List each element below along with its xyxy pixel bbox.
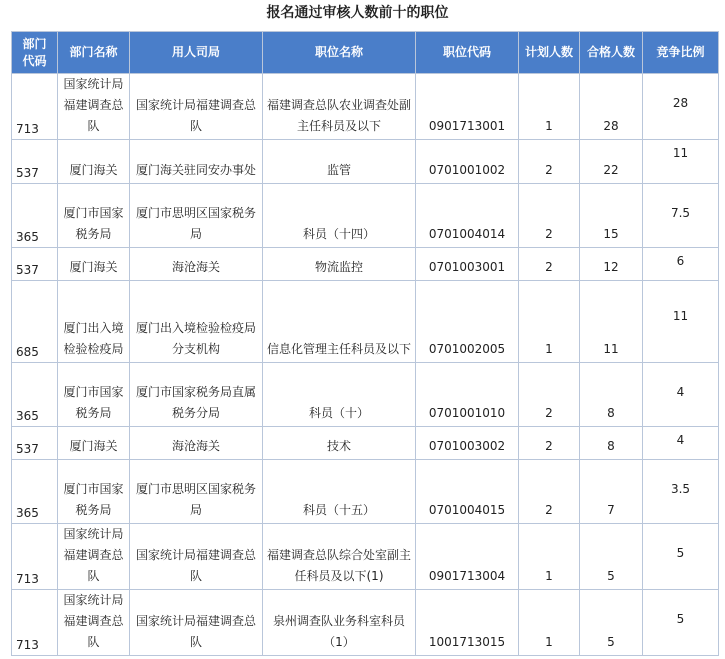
header-ratio: 竞争比例 <box>643 32 719 74</box>
position-name-cell: 科员（十五） <box>263 460 416 524</box>
qualified-cell: 28 <box>580 74 643 140</box>
bureau-cell: 厦门市思明区国家税务局 <box>130 184 263 248</box>
table-row <box>12 281 719 363</box>
bureau-cell: 厦门市思明区国家税务局 <box>130 460 263 524</box>
ratio-cell: 4 <box>643 427 719 460</box>
planned-cell: 2 <box>519 460 580 524</box>
ratio-cell: 4 <box>643 363 719 427</box>
qualified-cell: 11 <box>580 281 643 363</box>
ratio-cell: 6 <box>643 248 719 281</box>
position-code-cell: 0901713001 <box>416 74 519 140</box>
bureau-cell: 海沧海关 <box>130 248 263 281</box>
ratio-cell: 11 <box>643 140 719 184</box>
dept-code-cell: 713 <box>12 524 58 590</box>
planned-cell: 2 <box>519 363 580 427</box>
header-bureau: 用人司局 <box>130 32 263 74</box>
dept-name-cell: 国家统计局福建调查总队 <box>58 74 130 140</box>
qualified-cell: 5 <box>580 590 643 656</box>
planned-cell: 2 <box>519 248 580 281</box>
dept-code-cell: 537 <box>12 427 58 460</box>
position-code-cell: 0701004015 <box>416 460 519 524</box>
dept-name-cell: 厦门海关 <box>58 140 130 184</box>
planned-cell: 1 <box>519 281 580 363</box>
position-code-cell: 0701003002 <box>416 427 519 460</box>
bureau-cell: 国家统计局福建调查总队 <box>130 524 263 590</box>
dept-code-cell: 713 <box>12 590 58 656</box>
dept-code-cell: 365 <box>12 184 58 248</box>
header-planned: 计划人数 <box>519 32 580 74</box>
header-dept-code: 部门代码 <box>12 32 58 74</box>
dept-code-cell: 537 <box>12 248 58 281</box>
position-name-cell: 信息化管理主任科员及以下 <box>263 281 416 363</box>
position-name-cell: 技术 <box>263 427 416 460</box>
dept-code-cell: 365 <box>12 460 58 524</box>
table-header-row <box>12 32 719 74</box>
ratio-cell: 7.5 <box>643 184 719 248</box>
header-position-code: 职位代码 <box>416 32 519 74</box>
page-title: 报名通过审核人数前十的职位 <box>266 5 449 21</box>
qualified-cell: 22 <box>580 140 643 184</box>
header-qualified: 合格人数 <box>580 32 643 74</box>
qualified-cell: 12 <box>580 248 643 281</box>
dept-name-cell: 国家统计局福建调查总队 <box>58 524 130 590</box>
table-row <box>12 524 719 590</box>
bureau-cell: 国家统计局福建调查总队 <box>130 590 263 656</box>
table-row <box>12 590 719 656</box>
ratio-cell: 3.5 <box>643 460 719 524</box>
position-code-cell: 0701001010 <box>416 363 519 427</box>
table-row <box>12 363 719 427</box>
table-row <box>12 74 719 140</box>
qualified-cell: 8 <box>580 363 643 427</box>
planned-cell: 2 <box>519 184 580 248</box>
ratio-cell: 28 <box>643 74 719 140</box>
position-code-cell: 0701001002 <box>416 140 519 184</box>
table-body <box>12 74 719 656</box>
ratio-cell: 5 <box>643 524 719 590</box>
bureau-cell: 厦门市国家税务局直属税务分局 <box>130 363 263 427</box>
dept-name-cell: 厦门市国家税务局 <box>58 363 130 427</box>
position-name-cell: 物流监控 <box>263 248 416 281</box>
dept-name-cell: 厦门市国家税务局 <box>58 460 130 524</box>
position-name-cell: 泉州调查队业务科室科员（1） <box>263 590 416 656</box>
planned-cell: 2 <box>519 140 580 184</box>
planned-cell: 1 <box>519 74 580 140</box>
position-name-cell: 科员（十四） <box>263 184 416 248</box>
position-name-cell: 福建调查总队农业调查处副主任科员及以下 <box>263 74 416 140</box>
bureau-cell: 海沧海关 <box>130 427 263 460</box>
table-row <box>12 427 719 460</box>
planned-cell: 1 <box>519 590 580 656</box>
position-name-cell: 监管 <box>263 140 416 184</box>
header-dept-name: 部门名称 <box>58 32 130 74</box>
table-row <box>12 140 719 184</box>
position-name-cell: 科员（十） <box>263 363 416 427</box>
dept-name-cell: 厦门海关 <box>58 427 130 460</box>
dept-code-cell: 713 <box>12 74 58 140</box>
qualified-cell: 8 <box>580 427 643 460</box>
dept-code-cell: 365 <box>12 363 58 427</box>
position-code-cell: 0701002005 <box>416 281 519 363</box>
table-row <box>12 248 719 281</box>
qualified-cell: 7 <box>580 460 643 524</box>
position-name-cell: 福建调查总队综合处室副主任科员及以下(1) <box>263 524 416 590</box>
bureau-cell: 国家统计局福建调查总队 <box>130 74 263 140</box>
dept-name-cell: 厦门出入境检验检疫局 <box>58 281 130 363</box>
position-code-cell: 0701003001 <box>416 248 519 281</box>
qualified-cell: 15 <box>580 184 643 248</box>
bureau-cell: 厦门海关驻同安办事处 <box>130 140 263 184</box>
position-code-cell: 1001713015 <box>416 590 519 656</box>
ratio-cell: 11 <box>643 281 719 363</box>
dept-name-cell: 厦门市国家税务局 <box>58 184 130 248</box>
planned-cell: 2 <box>519 427 580 460</box>
qualified-cell: 5 <box>580 524 643 590</box>
ranking-table <box>11 31 719 656</box>
planned-cell: 1 <box>519 524 580 590</box>
dept-code-cell: 537 <box>12 140 58 184</box>
header-position-name: 职位名称 <box>263 32 416 74</box>
dept-name-cell: 厦门海关 <box>58 248 130 281</box>
dept-code-cell: 685 <box>12 281 58 363</box>
table-row <box>12 184 719 248</box>
table-row <box>12 460 719 524</box>
dept-name-cell: 国家统计局福建调查总队 <box>58 590 130 656</box>
bureau-cell: 厦门出入境检验检疫局分支机构 <box>130 281 263 363</box>
position-code-cell: 0901713004 <box>416 524 519 590</box>
position-code-cell: 0701004014 <box>416 184 519 248</box>
ratio-cell: 5 <box>643 590 719 656</box>
